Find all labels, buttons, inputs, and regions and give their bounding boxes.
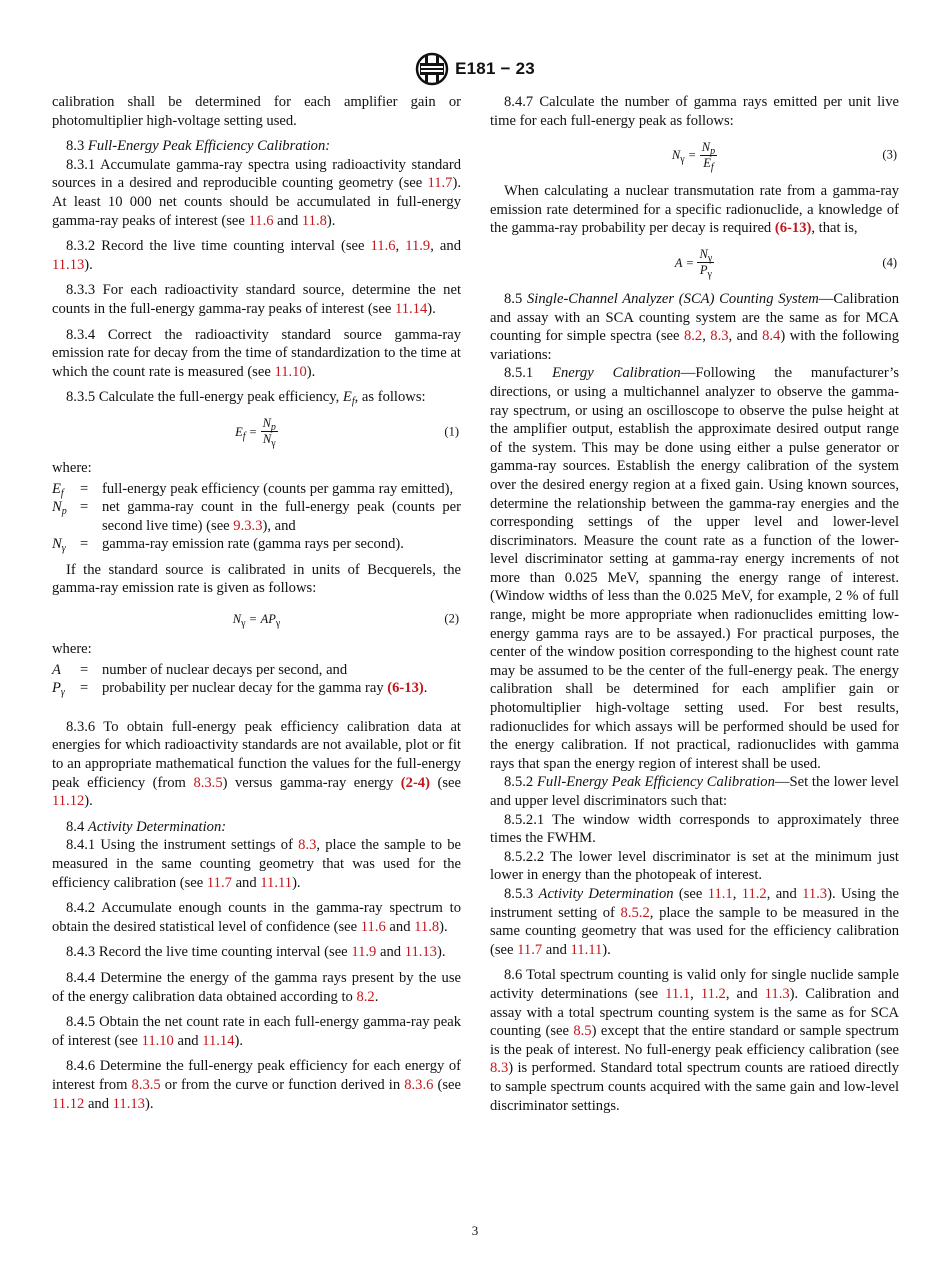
paragraph-8-5-2-1: 8.5.2.1 The window width corresponds to approximately three times the FWHM. bbox=[490, 811, 899, 847]
paragraph-8-5: 8.5 Single-Channel Analyzer (SCA) Counting System—Calibration and assay with an SCA counting system are the same as for MCA counting for simple spectra (see 8.2, 8.3, and 8.4) with the following variations: bbox=[490, 290, 899, 363]
page-number: 3 bbox=[471, 1223, 479, 1238]
xref-link[interactable]: 8.3 bbox=[490, 1060, 509, 1077]
xref-link[interactable]: 11.14 bbox=[394, 300, 428, 317]
paragraph-8-3-3: 8.3.3 For each radioactivity standard source, determine the net counts in the full-energy gamma-ray peaks of interest (see 11.14). bbox=[52, 282, 461, 317]
xref-link[interactable]: 8.2 bbox=[356, 988, 375, 1005]
paragraph-8-5-2-2: 8.5.2.2 The lower level discriminator is set at the minimum just lower in energy than the photopeak of interest. bbox=[490, 848, 899, 884]
xref-link[interactable]: 11.7 bbox=[206, 874, 232, 891]
xref-link[interactable]: 8.3.6 bbox=[404, 1076, 434, 1093]
paragraph-8-5-1: 8.5.1 Energy Calibration—Following the manufacturer’s directions, or using a multichannel analyzer to observe the gamma-ray spectrum, or using an oscilloscope to observe the pulse height at the amplifier output, establish the approximate desired output range of the system. This may be done using either a pulse generator or gamma-ray sources. Establish the energy calibration of the system over the desired energy region at a fixed gain. Using known sources, determine the relationship between the gamma-ray energies and the corresponding settings of the upper level and lower-level discriminators. Measure the count rate as a function of the lower-level discriminator setting at gamma-ray energy increments of not more than 0.025 MeV, spanning the energy range of interest. (Window widths of less than the 0.025 MeV, for example, 2 % of full range, might be more appropriate when radionuclides emitting low-energy gamma rays are to be assayed.) For practical purposes, the center of the window position corresponding to the highest count rate may be assumed to be the center of the full-energy peak. The energy calibration shall be determined for each amplifier gain or photomultiplier high-voltage setting used. For best results, radionuclides for which assays will be performed should be used for the energy calibration. If not practical, radionuclides with gamma rays that span the energy region of interest shall be used. bbox=[490, 365, 899, 772]
xref-link[interactable]: 11.10 bbox=[141, 1032, 174, 1049]
xref-link[interactable]: 11.13 bbox=[404, 944, 437, 961]
xref-link[interactable]: 11.6 bbox=[248, 212, 274, 229]
definition-item: $E_f$ = full-energy peak efficiency (counts per gamma ray emitted), bbox=[52, 480, 454, 499]
xref-link[interactable]: 11.12 bbox=[52, 1095, 85, 1112]
definition-item: $N_\gamma$ = gamma-ray emission rate (gamma rays per second). bbox=[52, 536, 404, 555]
xref-link[interactable]: 8.3 bbox=[710, 328, 729, 345]
paragraph-8-5-3: 8.5.3 Activity Determination (see 11.1, 11.2, and 11.3). Using the instrument setting of 8.5.2, place the sample to be measured in the same counting geometry that was used for the efficiency calibration (see 11.7 and 11.11). bbox=[490, 885, 899, 958]
definition-item: $P_\gamma$ = probability per nuclear decay for the gamma ray (6-13). bbox=[52, 680, 428, 699]
paragraph-8-3-4: 8.3.4 Correct the radioactivity standard source gamma-ray emission rate for decay from the time of standardization to the time at which the count rate is measured (see 11.10). bbox=[52, 326, 461, 380]
xref-link[interactable]: (2-4) bbox=[400, 774, 430, 791]
xref-link[interactable]: 11.7 bbox=[427, 175, 453, 192]
xref-link[interactable]: 9.3.3 bbox=[233, 517, 263, 534]
xref-link[interactable]: (6-13) bbox=[774, 220, 812, 237]
definition-item: $N_p$ = net gamma-ray count in the full-energy peak (counts per second live time) (see 9.3.3), and bbox=[52, 499, 461, 534]
xref-link[interactable]: 11.13 bbox=[52, 256, 85, 273]
xref-link[interactable]: 11.8 bbox=[414, 918, 440, 935]
xref-link[interactable]: 11.14 bbox=[202, 1032, 235, 1049]
equation-number: (2) bbox=[444, 611, 459, 626]
xref-link[interactable]: 8.5 bbox=[573, 1023, 592, 1040]
paragraph-8-6: 8.6 Total spectrum counting is valid only for single nuclide sample activity determinations (see 11.1, 11.2, and 11.3). Calibration and assay with a total spectrum counting system is the same as for SCA counting (see 8.5) except that the entire standard or sample spectrum is the peak of interest. No full-energy peak efficiency calibration (see 8.3) is performed. Standard total spectrum counts are ratioed directly to sample spectrum counts acquired with the same gain and low-level discriminator settings. bbox=[490, 967, 900, 1114]
xref-link[interactable]: 11.9 bbox=[351, 944, 377, 961]
xref-link[interactable]: 11.8 bbox=[301, 212, 327, 229]
xref-link[interactable]: 8.3.5 bbox=[131, 1076, 161, 1093]
xref-link[interactable]: 11.11 bbox=[570, 941, 603, 958]
xref-link[interactable]: 11.11 bbox=[260, 874, 293, 891]
equation-number: (4) bbox=[882, 255, 897, 270]
paragraph-8-3-1: 8.3.1 Accumulate gamma-ray spectra using radioactivity standard sources in a desired and reproducible counting geometry (see 11.7). At least 10 000 net counts should be accumulated in full-energy gamma-ray peaks of interest (see 11.6 and 11.8). bbox=[52, 156, 461, 229]
xref-link[interactable]: 11.2 bbox=[700, 985, 726, 1002]
xref-link[interactable]: 11.1 bbox=[665, 985, 691, 1002]
paragraph-8-4-2: 8.4.2 Accumulate enough counts in the gamma-ray spectrum to obtain the desired statistical level of confidence (see 11.6 and 11.8). bbox=[52, 900, 461, 935]
paragraph-becquerels: If the standard source is calibrated in units of Becquerels, the gamma-ray emission rate is given as follows: bbox=[52, 561, 461, 597]
document-id: E181 − 23 bbox=[455, 58, 535, 78]
equation-number: (3) bbox=[882, 147, 897, 162]
definition-list-2 bbox=[52, 661, 461, 698]
xref-link[interactable]: 11.12 bbox=[52, 793, 85, 810]
section-8-3-heading: 8.3 Full-Energy Peak Efficiency Calibration: bbox=[66, 138, 331, 155]
xref-link[interactable]: 8.2 bbox=[683, 328, 703, 345]
astm-logo-icon bbox=[415, 52, 449, 86]
xref-link[interactable]: 11.2 bbox=[741, 885, 767, 902]
xref-link[interactable]: 11.9 bbox=[405, 238, 431, 255]
paragraph-8-4-1: 8.4.1 Using the instrument settings of 8.3, place the sample to be measured in the same counting geometry that was used for the efficiency calibration (see 11.7 and 11.11). bbox=[52, 837, 462, 891]
xref-link[interactable]: 11.6 bbox=[370, 238, 396, 255]
xref-link[interactable]: (6-13) bbox=[387, 680, 424, 697]
paragraph-8-4-6: 8.4.6 Determine the full-energy peak efficiency for each energy of interest from 8.3.5 or from the curve or function derived in 8.3.6 (see 11.12 and 11.13). bbox=[52, 1058, 461, 1112]
xref-link[interactable]: 11.7 bbox=[517, 941, 543, 958]
xref-link[interactable]: 11.10 bbox=[274, 363, 307, 380]
xref-link[interactable]: 11.3 bbox=[802, 885, 828, 902]
paragraph-8-3-6: 8.3.6 To obtain full-energy peak efficiency calibration data at energies for which radioactivity standards are not available, plot or fit to an appropriate mathematical function the values for the full-energy peak efficiency (from 8.3.5) versus gamma-ray energy (2-4) (see 11.12). bbox=[52, 718, 461, 810]
paragraph-transmutation: When calculating a nuclear transmutation rate from a gamma-ray emission rate determined for a specific radionuclide, a knowledge of the gamma-ray probability per decay is required (6-13), that is, bbox=[490, 183, 899, 237]
paragraph-8-3-5: 8.3.5 Calculate the full-energy peak efficiency, $E_f$, as follows: bbox=[66, 389, 426, 408]
paragraph-continued: calibration shall be determined for each amplifier gain or photomultiplier high-voltage setting used. bbox=[52, 94, 461, 129]
paragraph-8-4-4: 8.4.4 Determine the energy of the gamma rays present by the use of the energy calibration data obtained according to 8.2. bbox=[52, 969, 461, 1005]
paragraph-8-4-7: 8.4.7 Calculate the number of gamma rays emitted per unit live time for each full-energy peak as follows: bbox=[490, 94, 899, 129]
xref-link[interactable]: 11.1 bbox=[707, 885, 733, 902]
equation-1: $E_f$ = $\frac{N_p}{N_\gamma}$ (1) bbox=[235, 416, 459, 450]
page-header bbox=[0, 52, 950, 86]
where-label: where: bbox=[52, 641, 92, 658]
section-8-4-heading: 8.4 Activity Determination: bbox=[66, 818, 227, 835]
xref-link[interactable]: 11.3 bbox=[764, 985, 790, 1002]
xref-link[interactable]: 8.4 bbox=[762, 328, 781, 345]
paragraph-8-3-2: 8.3.2 Record the live time counting interval (see 11.6, 11.9, and 11.13). bbox=[52, 238, 462, 273]
paragraph-8-5-2: 8.5.2 Full-Energy Peak Efficiency Calibration—Set the lower level and upper level discriminators such that: bbox=[490, 774, 899, 809]
xref-link[interactable]: 8.5.2 bbox=[620, 904, 650, 921]
definition-item: A = number of nuclear decays per second, and bbox=[52, 661, 348, 678]
where-label: where: bbox=[52, 459, 92, 476]
equation-3: $N_\gamma$ = $\frac{N_p}{E_f}$ (3) bbox=[671, 139, 897, 173]
equation-number: (1) bbox=[444, 424, 459, 439]
xref-link[interactable]: 8.3.5 bbox=[193, 774, 223, 791]
right-column bbox=[490, 93, 899, 1115]
paragraph-8-4-3: 8.4.3 Record the live time counting interval (see 11.9 and 11.13). bbox=[66, 944, 446, 961]
equation-4: A = $\frac{N_\gamma}{P_\gamma}$ (4) bbox=[674, 247, 897, 281]
xref-link[interactable]: 8.3 bbox=[298, 837, 317, 854]
equation-2: $N_\gamma$ = $AP_\gamma$ (2) bbox=[232, 611, 459, 629]
definition-list-1 bbox=[52, 480, 461, 554]
xref-link[interactable]: 11.6 bbox=[360, 918, 386, 935]
left-column bbox=[52, 93, 461, 1113]
xref-link[interactable]: 11.13 bbox=[112, 1095, 145, 1112]
paragraph-8-4-5: 8.4.5 Obtain the net count rate in each full-energy gamma-ray peak of interest (see 11.10 and 11.14). bbox=[52, 1014, 461, 1049]
